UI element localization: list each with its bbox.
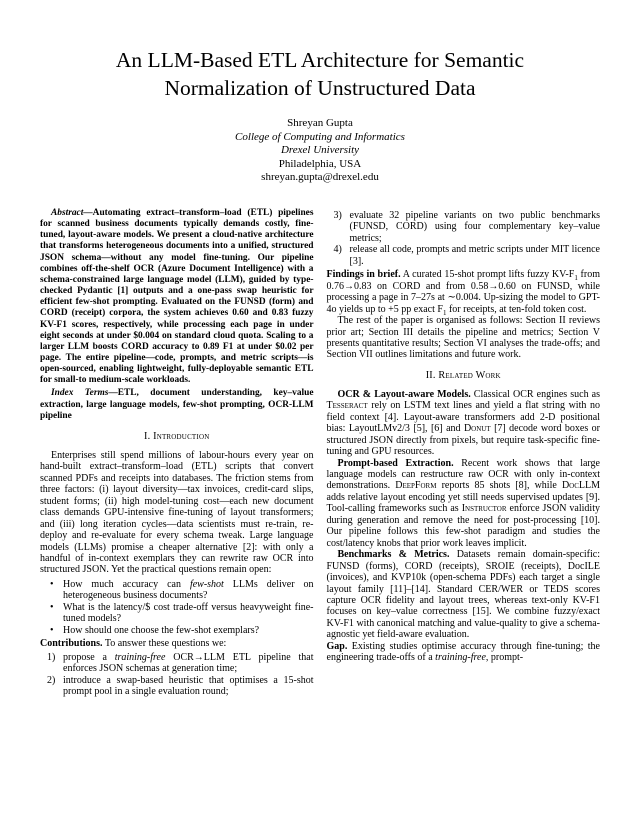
bullet-item-text: What is the latency/$ cost trade-off versus heavyweight fine-tuned models? — [63, 601, 314, 625]
numbered-list-item — [40, 652, 314, 675]
numbered-list-item — [40, 675, 314, 698]
index-terms: Index Terms—ETL, document understanding, key–value extraction, large language models, few-shot prompting, OCR-LLM pipeline — [40, 388, 314, 421]
numbered-list-item — [327, 244, 601, 267]
item-number: 3) — [333, 209, 342, 221]
author-location: Philadelphia, USA — [278, 157, 362, 170]
author-department: College of Computing and Informatics — [235, 130, 405, 143]
bullet-list-item — [40, 579, 314, 602]
prompt-extraction-paragraph: Prompt-based Extraction. Recent work shows that large language models can restructure raw OCR with only in-context demonstrations. DeepForm reports 85 shots [8], while DocLLM adds relative layout encoding yet still needs supervised updates [9]. Tool-calling frameworks such as Instructor enforce JSON validity during generation and remove the need for post-processing [10]. Our pipeline follows this few-shot paradigm and studies the cost/latency knobs that prior work leaves implicit. — [326, 457, 600, 549]
ocr-models-paragraph: OCR & Layout-aware Models. Classical OCR engines such as Tesseract rely on LSTM text lines and yield a flat string with no field context [4]. Layout-aware transformers add 2-D positional bias: LayoutLMv2/3 [5], [6] and Donut [7] decode word boxes or structured JSON directly from pixels, but require task-specific fine-tuning and GPU resources. — [326, 388, 601, 458]
open-questions-list — [40, 579, 314, 636]
section-heading-related-work: II. Related Work — [425, 369, 501, 381]
bullet-item-text: How much accuracy can few-shot LLMs deliver on heterogeneous business documents? — [63, 578, 314, 602]
numbered-list-item — [327, 210, 601, 244]
bullet-list-item — [40, 625, 314, 636]
benchmarks-metrics-paragraph: Benchmarks & Metrics. Datasets remain domain-specific: FUNSD (forms), CORD (receipts), SROIE (receipts), DocILE (invoices), and KVP10k (open-schema PDFs) each target a single layout family [11]–[14]. Standard CER/WER or TEDS scores capture OCR fidelity and layout trees, whereas text-only KV-F1 focuses on key–value correctness [15]. We combine fuzzy/exact KV-F1 with canonical matching and value-quality to give a schema-agnostic yet field-aware evaluation. — [326, 549, 600, 641]
numbered-item-text: evaluate 32 pipeline variants on two public benchmarks (FUNSD, CORD) using four complementary key–value metrics; — [349, 209, 600, 244]
introduction-paragraph: Enterprises still spend millions of labour-hours every year on hand-built extract–transform–load (ETL) scripts that convert scanned PDFs and receipts into databases. The friction stems from three factors: (i) layout diversity—tax invoices, credit-card slips, student forms; (ii) high model-tuning cost—each new document class demands GPU-intensive fine-tuning of layout transformers; and (iii) long iteration cycles—data scientists must re-train, re-deploy and re-evaluate for every schema tweak. Large language models (LLMs) promise a cheaper alternative [2]: with only a handful of in-context exemplars they can rewrite raw OCR into structured JSON. Yet the practical questions remain open: — [40, 449, 314, 576]
item-number: 4) — [333, 244, 342, 256]
roadmap-paragraph: The rest of the paper is organised as follows: Section II reviews prior art; Section III details the pipeline and metrics; Section V presents quantitative results; Section VI analyses the trade-offs; and Section VII outlines limitations and future work. — [326, 315, 600, 361]
bullet-item-text: How should one choose the few-shot exemplars? — [63, 624, 260, 636]
bullet-marker: • — [50, 624, 54, 636]
paper-title: An LLM-Based ETL Architecture for Semantic Normalization of Unstructured Data — [115, 48, 525, 100]
author-block — [0, 117, 640, 185]
author-email: shreyan.gupta@drexel.edu — [261, 171, 379, 184]
abstract-paragraph: Abstract—Automating extract–transform–load (ETL) pipelines for scanned business documents typically demands costly, fine-tuned, layout-aware models. We present a cloud-native architecture that transforms heterogeneous documents into a unified, structured JSON schema—without any model fine-tuning. Our pipeline combines off-the-shelf OCR (Azure Document Intelligence) with a schema-constrained large language model (LLM), guided by type-checked Pydantic [1] outputs and a one-pass swap heuristic for efficient few-shot prompting. Evaluated on the FUNSD (form) and CORD (receipt) corpora, the system achieves 0.60 and 0.83 fuzzy KV-F1 scores, respectively, while processing each page in under eight seconds at under $0.004 on standard cloud quota. Scaling to a larger LLM boosts CORD accuracy to 0.89 F1 at under $0.02 per page. The entire pipeline—code, prompts, and metric scripts—is open-sourced, enabling lightweight, fully-deployable semantic ETL for small-to medium-scale workloads. — [40, 207, 314, 386]
author-university: Drexel University — [280, 144, 360, 157]
numbered-item-text: introduce a swap-based heuristic that optimises a 15-shot prompt pool in a single evaluation round; — [63, 674, 314, 697]
gap-paragraph: Gap. Existing studies optimise accuracy through fine-tuning; the engineering trade-offs of a training-free, prompt- — [326, 640, 600, 664]
bullet-list-item — [40, 602, 314, 625]
item-number: 1) — [47, 651, 56, 663]
findings-paragraph: Findings in brief. A curated 15-shot prompt lifts fuzzy $KV-F_1$ from 0.76→0.83 on CORD and from 0.58→0.60 on FUNSD, while processing a page in 7–27s at ∼0.004. Up-sizing the model to GPT-4o yields up to +5 pp exact $F_1$ for receipts, at ten-fold token cost. — [326, 269, 600, 317]
contributions-lead: Contributions. To answer these questions we: — [40, 638, 227, 650]
numbered-item-text: release all code, prompts and metric scripts under MIT licence [3]. — [349, 244, 600, 267]
item-number: 2) — [47, 674, 56, 686]
section-heading-introduction: I. Introduction — [144, 430, 210, 442]
left-column — [40, 208, 314, 697]
contributions-list-continued — [327, 210, 601, 267]
two-column-body — [0, 208, 640, 697]
author-name: Shreyan Gupta — [287, 117, 353, 129]
contributions-list — [40, 652, 314, 698]
numbered-item-text: propose a training-free OCR→LLM ETL pipeline that enforces JSON schemas at generation time; — [63, 651, 314, 675]
right-column — [327, 208, 601, 697]
bullet-marker: • — [50, 578, 54, 590]
bullet-marker: • — [50, 601, 54, 613]
